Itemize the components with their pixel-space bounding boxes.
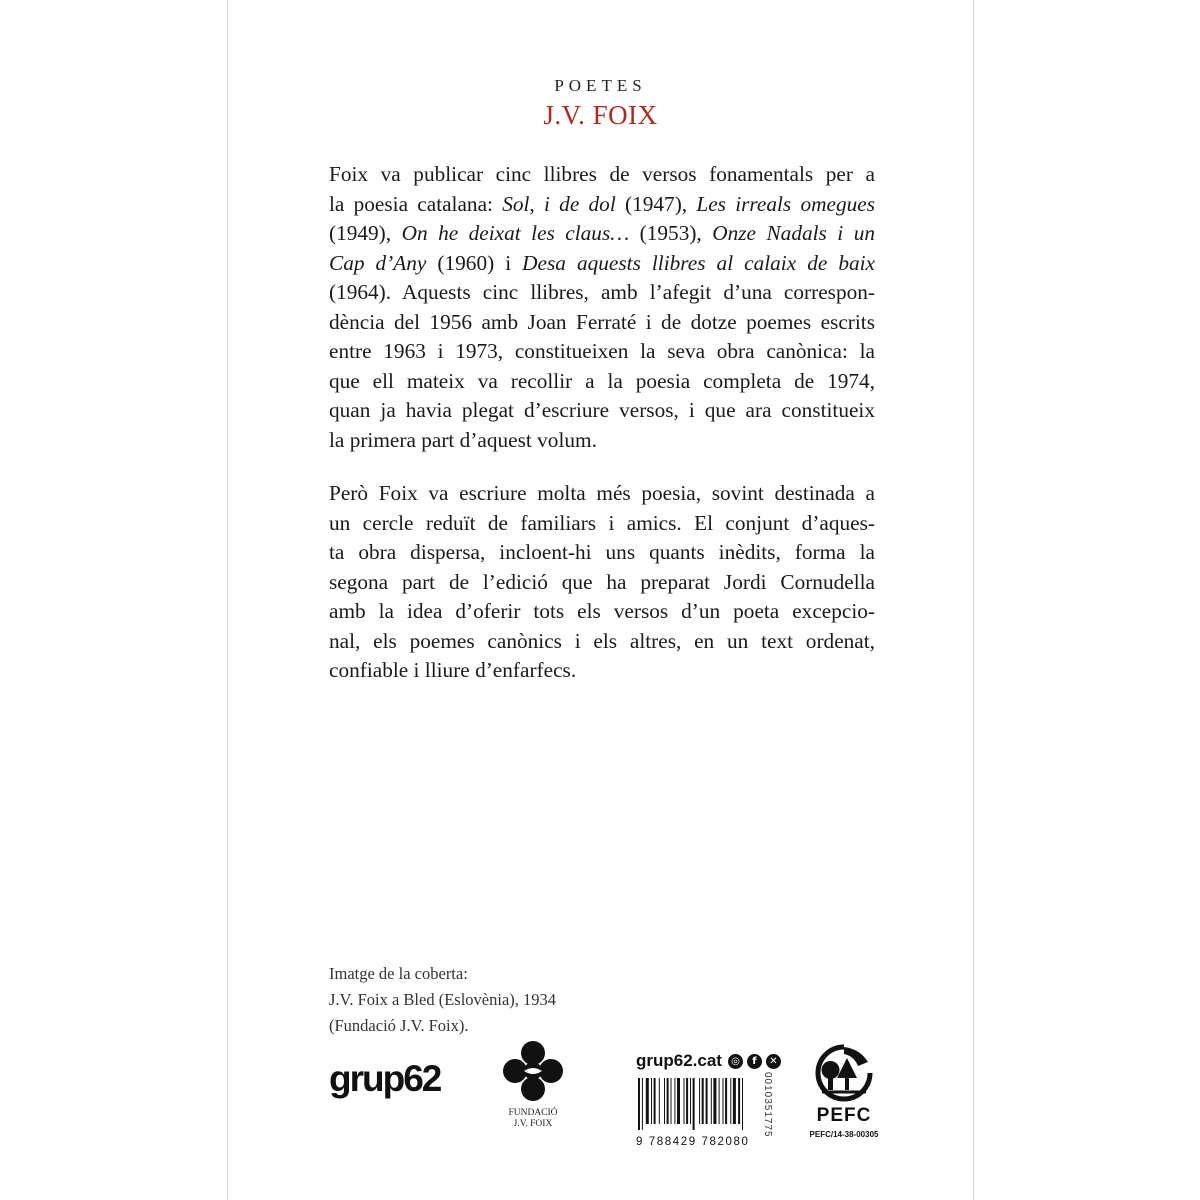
barcode-bar: [723, 1078, 724, 1124]
blurb-line: Però Foix va escriure molta més poesia, sovint destinada a: [329, 481, 875, 505]
blurb-line: Cap d’Any (1960) i Desa aquests llibres al calaix de baix: [329, 250, 875, 275]
blurb-line: que ell mateix va recollir a la poesia completa de 1974,: [329, 368, 875, 393]
blurb-line: la primera part d’aquest volum.: [329, 427, 597, 452]
blurb-line: confiable i lliure d’enfarfecs.: [329, 658, 577, 682]
barcode-bar: [659, 1078, 660, 1124]
barcode-bar: [711, 1078, 712, 1124]
grup62-logo: grup62: [329, 1058, 441, 1099]
fundacio-foix-logo: [498, 1040, 568, 1130]
barcode-bar: [713, 1078, 716, 1124]
blurb-line: la poesia catalana: Sol, i de dol (1947), Les irreals omegues: [329, 191, 875, 216]
series-title: POETES: [554, 76, 647, 95]
pefc-certification: [803, 1044, 885, 1139]
barcode-bar: [642, 1078, 643, 1130]
barcode-bar: [742, 1078, 743, 1130]
blurb-line: segona part de l’edició que ha preparat Jordi Cornudella: [329, 569, 875, 594]
barcode-bar: [651, 1078, 652, 1124]
fundacio-name: FUNDACIÓ J.V. FOIX: [508, 1108, 558, 1129]
blurb-line: amb la idea d’oferir tots els versos d’un poeta excepcio-: [329, 599, 875, 623]
barcode-bar: [699, 1078, 700, 1124]
pefc-code: PEFC/14-38-00305: [809, 1130, 879, 1139]
blurb-line: ta obra dispersa, incloent-hi uns quants inèdits, forma la: [329, 540, 875, 564]
facebook-icon[interactable]: f: [747, 1054, 762, 1069]
barcode-bar: [719, 1078, 720, 1124]
blurb-line: quan ja havia plegat d’escriure versos, i que ara constitueix: [329, 398, 875, 422]
barcode-bar: [706, 1078, 708, 1124]
blurb-line: (1964). Aquests cinc llibres, amb l’afegit d’una correspon-: [329, 280, 875, 304]
barcode-bar: [654, 1078, 656, 1124]
barcode-bar: [702, 1078, 704, 1124]
credit-line: Imatge de la coberta:: [329, 964, 468, 983]
barcode-bar: [730, 1078, 731, 1124]
barcode-bar: [638, 1078, 640, 1130]
barcode-bar: [686, 1078, 688, 1124]
isbn-number: 9 788429 782080: [636, 1136, 750, 1148]
pefc-logo-icon: [814, 1044, 874, 1102]
blurb-paragraph-1: [329, 160, 875, 455]
blurb-line: dència del 1956 amb Joan Ferraté i de dotze poemes escrits: [329, 309, 875, 334]
instagram-icon[interactable]: ◎: [728, 1054, 743, 1069]
back-cover: [227, 0, 974, 1200]
internal-code: 0010351775: [762, 1072, 773, 1138]
fundacio-emblem-icon: [502, 1040, 564, 1102]
barcode-bar: [667, 1078, 669, 1124]
barcode-bar: [738, 1078, 740, 1124]
credit-line: J.V. Foix a Bled (Eslovènia), 1934: [329, 990, 557, 1009]
author-name: J.V. FOIX: [543, 100, 658, 130]
barcode-bar: [733, 1078, 736, 1124]
barcode-bar: [690, 1078, 691, 1124]
blurb-paragraph-2: [329, 479, 875, 686]
cover-image-credit: [329, 961, 556, 1039]
barcode-bar: [677, 1078, 680, 1124]
credit-line: (Fundació J.V. Foix).: [329, 1016, 469, 1035]
isbn-barcode: [636, 1078, 768, 1130]
blurb-line: (1949), On he deixat les claus… (1953), Onze Nadals i un: [329, 221, 875, 245]
barcode-bar: [674, 1078, 675, 1124]
website-link[interactable]: grup62.cat: [636, 1051, 722, 1070]
blurb-line: nal, els poemes canònics i els altres, en un text ordenat,: [329, 628, 875, 653]
barcode-bar: [646, 1078, 649, 1124]
barcode-bar: [684, 1078, 685, 1124]
pefc-label: PEFC: [816, 1105, 872, 1126]
barcode-bar: [725, 1078, 727, 1124]
barcode-bar: [664, 1078, 665, 1124]
blurb-line: entre 1963 i 1973, constitueixen la seva obra canònica: la: [329, 339, 875, 363]
barcode-bar: [693, 1078, 695, 1130]
blurb-line: Foix va publicar cinc llibres de versos fonamentals per a: [329, 162, 875, 186]
x-icon[interactable]: ✕: [766, 1054, 781, 1069]
blurb-line: un cercle reduït de familiars i amics. El conjunt d’aques-: [329, 510, 875, 535]
website-row: [636, 1050, 796, 1072]
barcode-bar: [671, 1078, 672, 1124]
